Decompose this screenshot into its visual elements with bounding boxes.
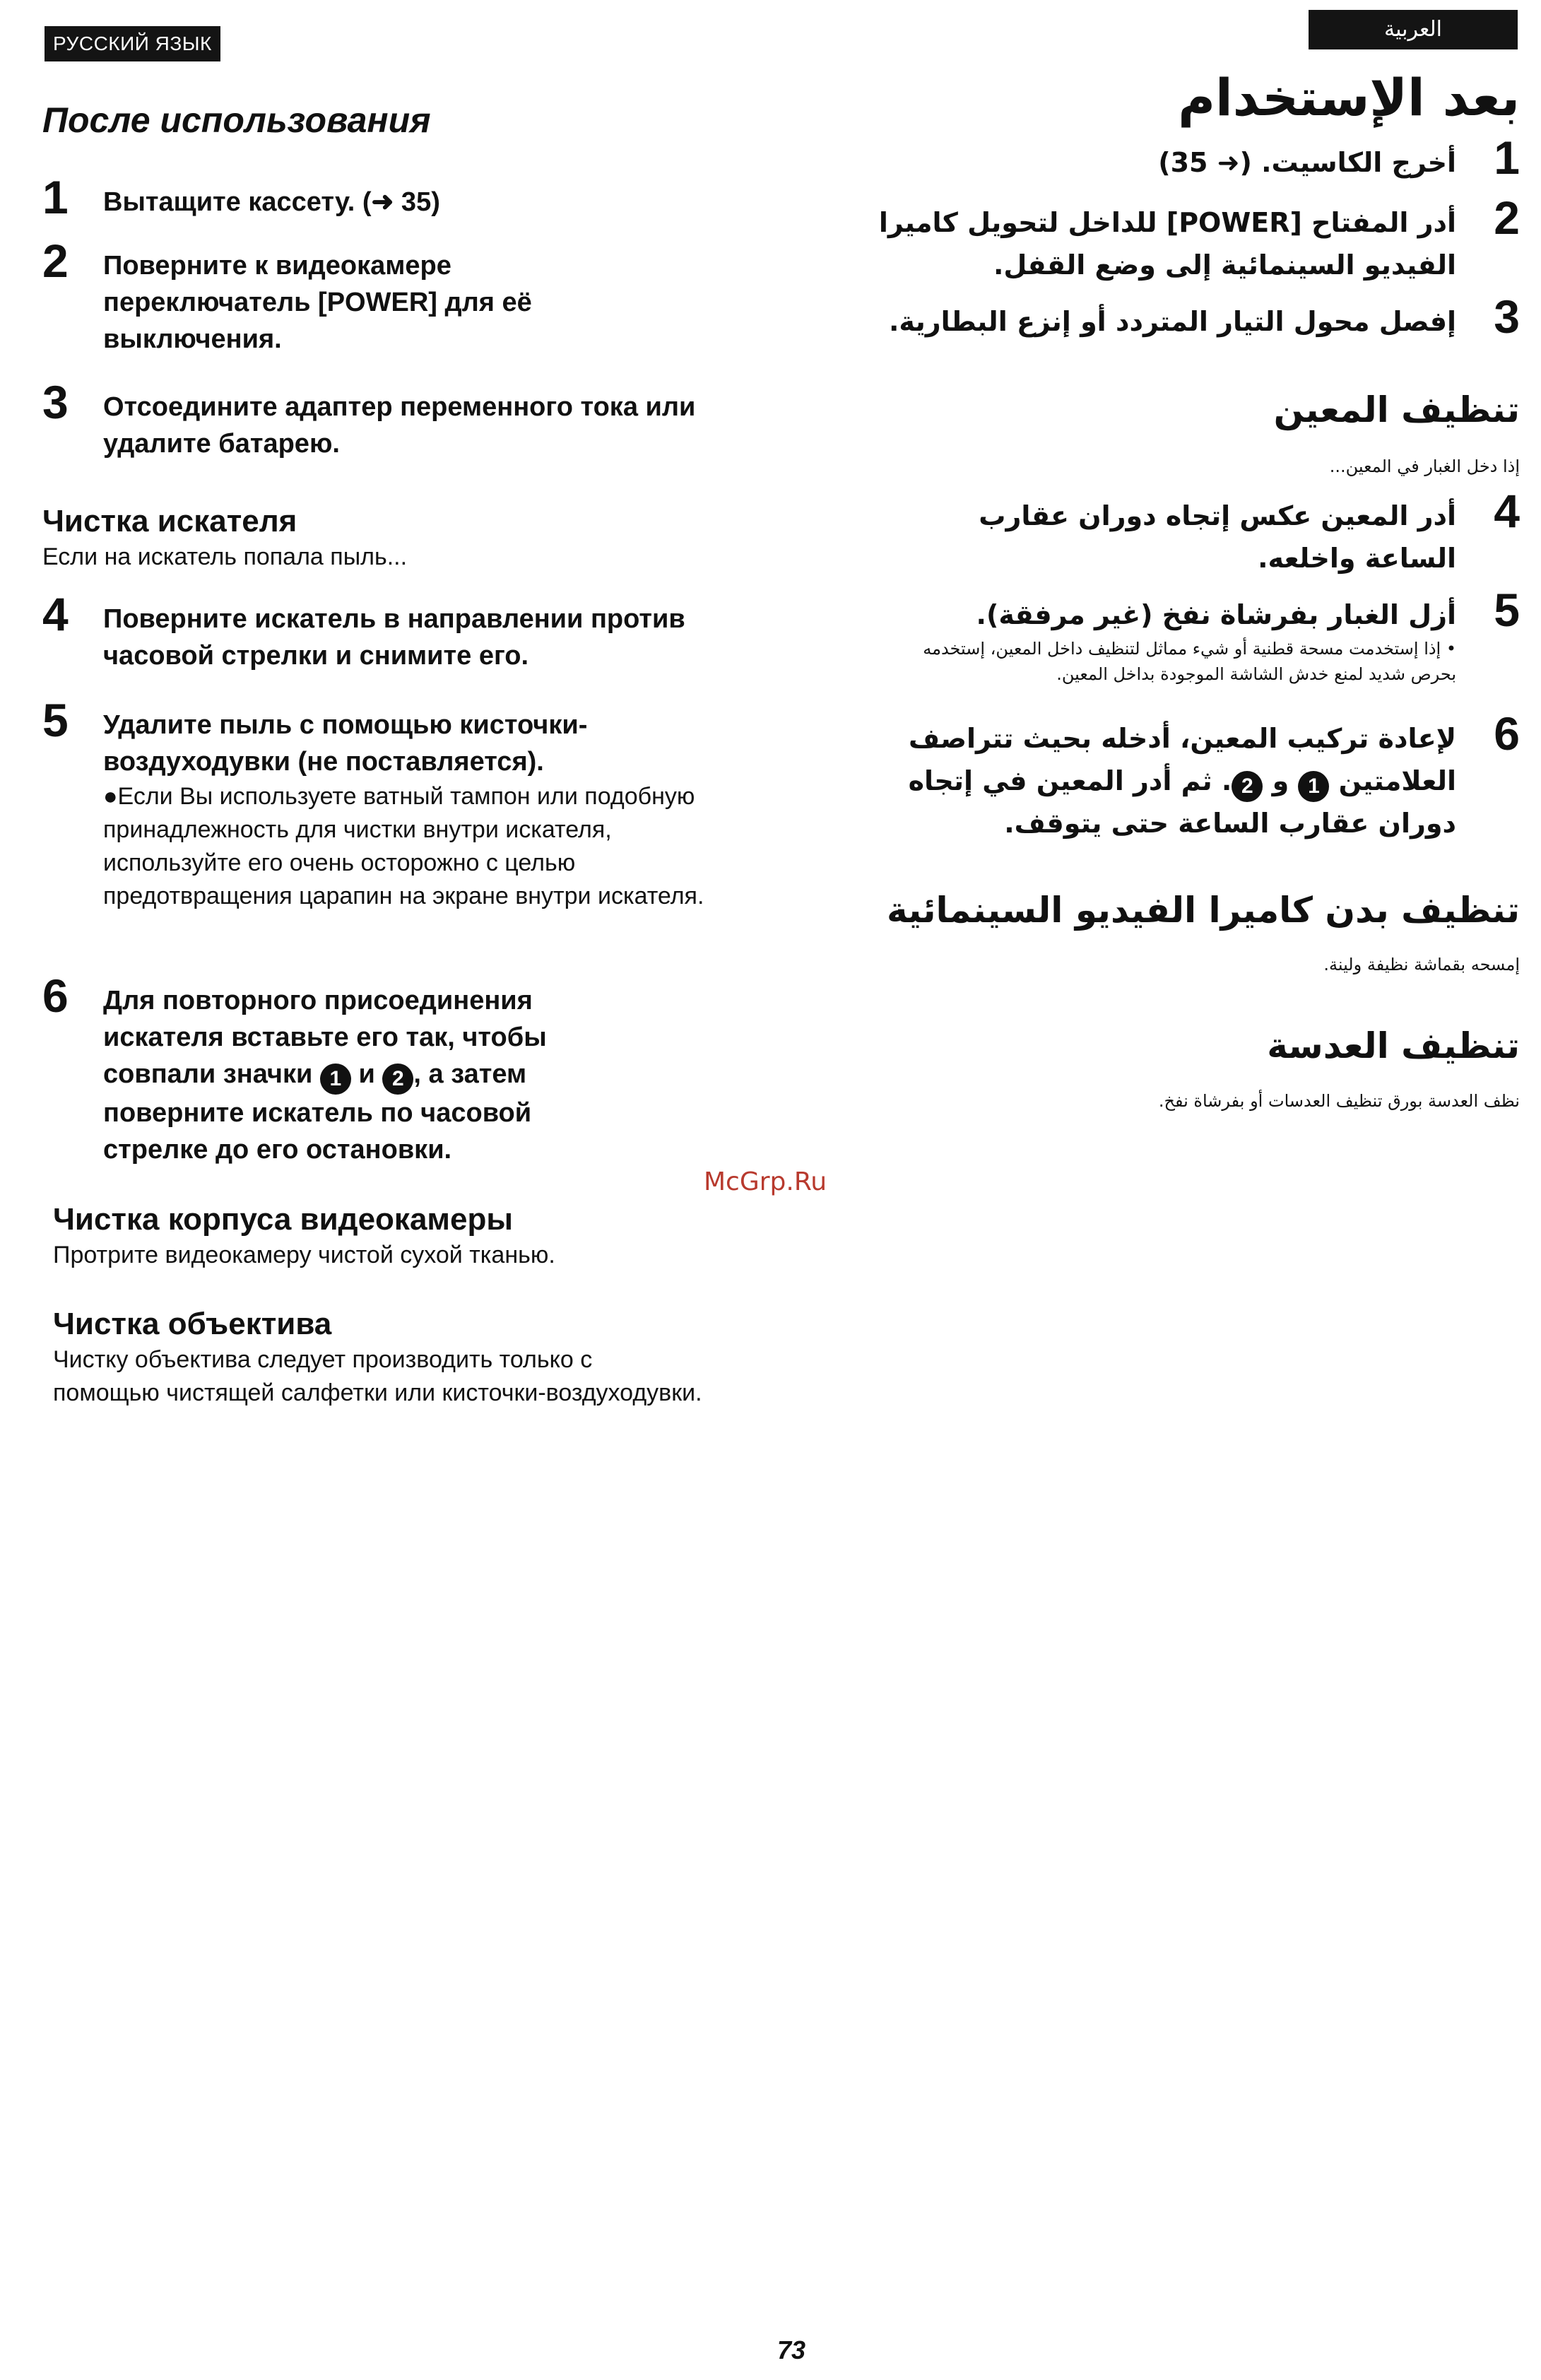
page-title-ru: После использования	[42, 100, 431, 140]
section-text: Протрите видеокамеру чистой сухой тканью.	[53, 1241, 555, 1268]
step-text: Поверните к видеокамере переключатель [POWER] для её выключения.	[103, 251, 532, 354]
step-number: 6	[1494, 707, 1520, 760]
step-text: Вытащите кассету. (➜ 35)	[103, 187, 440, 217]
step-number: 2	[42, 235, 69, 287]
section-heading: Чистка корпуса видеокамеры	[53, 1202, 513, 1237]
step-5-ru	[42, 694, 749, 913]
section-lens-cleaning-text-ar: نظف العدسة بورق تنظيف العدسات أو بفرشاة نفخ.	[1158, 1091, 1520, 1111]
step-number: 2	[1494, 192, 1520, 244]
step-number: 1	[1494, 131, 1520, 184]
section-viewfinder-intro-ar: إذا دخل الغبار في المعين...	[1329, 456, 1520, 476]
step-6-ar	[827, 707, 1520, 844]
section-text: Чистку объектива следует производить только с помощью чистящей салфетки или кисточки-воздуходувки.	[53, 1345, 702, 1406]
page-title-ar: بعد الإستخدام	[1178, 68, 1520, 127]
step-6-ru	[42, 970, 749, 1168]
step-2-ru	[42, 235, 749, 358]
step-text-part: , а затем поверните искатель по часовой стрелке до его остановки.	[103, 1059, 532, 1165]
step-1-ar	[827, 131, 1520, 184]
step-note: • إذا إستخدمت مسحة قطنية أو شيء مماثل لتنظيف داخل المعين، إستخدمه بحرص شديد لمنع خدش الشاشة الموجودة بداخل المعين.	[923, 639, 1456, 684]
step-3-ru	[42, 376, 749, 462]
watermark: McGrp.Ru	[704, 1167, 827, 1196]
step-text: Поверните искатель в направлении против часовой стрелки и снимите его.	[103, 604, 685, 671]
step-text-part: Для повторного присоединения искателя вставьте его так, чтобы совпали значки	[103, 986, 547, 1089]
mark-1-icon: 1	[320, 1064, 351, 1095]
conjunction: و	[1272, 765, 1289, 796]
step-number: 5	[1494, 584, 1520, 636]
section-viewfinder-heading-ar: تنظيف المعين	[1273, 389, 1520, 430]
section-body-cleaning-ru	[53, 1201, 731, 1272]
step-number: 3	[1494, 290, 1520, 343]
step-4-ar	[827, 485, 1520, 579]
step-5-ar	[827, 584, 1520, 687]
step-4-ru	[42, 588, 749, 674]
step-number: 5	[42, 694, 69, 746]
step-text: أزل الغبار بفرشاة نفخ (غير مرفقة).	[976, 599, 1456, 630]
step-number: 3	[42, 376, 69, 428]
section-lens-cleaning-ru	[53, 1306, 703, 1410]
step-text: Удалите пыль с помощью кисточки-воздуходувки (не поставляется).	[103, 710, 588, 777]
section-viewfinder-ru	[42, 503, 721, 574]
language-badge-russian: РУССКИЙ ЯЗЫК	[45, 26, 220, 61]
step-text-part: . ثم أدر المعين في إتجاه دوران عقارب الساعة حتى يتوقف.	[908, 765, 1456, 839]
step-number: 4	[42, 588, 69, 640]
section-heading: Чистка объектива	[53, 1307, 332, 1341]
step-text	[870, 717, 1456, 844]
conjunction: и	[358, 1059, 375, 1089]
mark-2-icon: 2	[1232, 771, 1263, 802]
step-text: أدر المفتاح [POWER] للداخل لتحويل كاميرا الفيديو السينمائية إلى وضع القفل.	[878, 207, 1456, 281]
step-text: إفصل محول التيار المتردد أو إنزع البطارية.	[889, 306, 1456, 337]
section-body-cleaning-text-ar: إمسحه بقماشة نظيفة ولينة.	[1323, 955, 1520, 974]
step-text	[103, 982, 626, 1168]
step-2-ar	[827, 192, 1520, 286]
step-note: ●Если Вы используете ватный тампон или подобную принадлежность для чистки внутри искателя, используйте его очень осторожно с целью предотвращения царапин на экране внутри искателя.	[103, 783, 704, 909]
page-number: 73	[777, 2335, 806, 2364]
section-heading: Чистка искателя	[42, 504, 297, 538]
step-text: أدر المعين عكس إتجاه دوران عقارب الساعة واخلعه.	[979, 500, 1456, 574]
mark-2-icon: 2	[382, 1064, 413, 1095]
section-intro: Если на искатель попала пыль...	[42, 543, 408, 570]
step-number: 4	[1494, 485, 1520, 537]
step-1-ru	[42, 171, 749, 223]
section-lens-cleaning-heading-ar: تنظيف العدسة	[1267, 1025, 1520, 1066]
section-body-cleaning-heading-ar: تنظيف بدن كاميرا الفيديو السينمائية	[887, 890, 1520, 931]
step-number: 1	[42, 171, 69, 223]
step-text: أخرج الكاسيت. (➜ 35)	[1158, 147, 1456, 178]
mark-1-icon: 1	[1298, 771, 1329, 802]
step-number: 6	[42, 970, 69, 1022]
step-text-part: لإعادة تركيب المعين، أدخله بحيث تتراصف العلامتين	[909, 723, 1456, 796]
step-3-ar	[827, 290, 1520, 343]
step-text: Отсоедините адаптер переменного тока или удалите батарею.	[103, 392, 696, 459]
language-badge-arabic: العربية	[1309, 10, 1518, 49]
